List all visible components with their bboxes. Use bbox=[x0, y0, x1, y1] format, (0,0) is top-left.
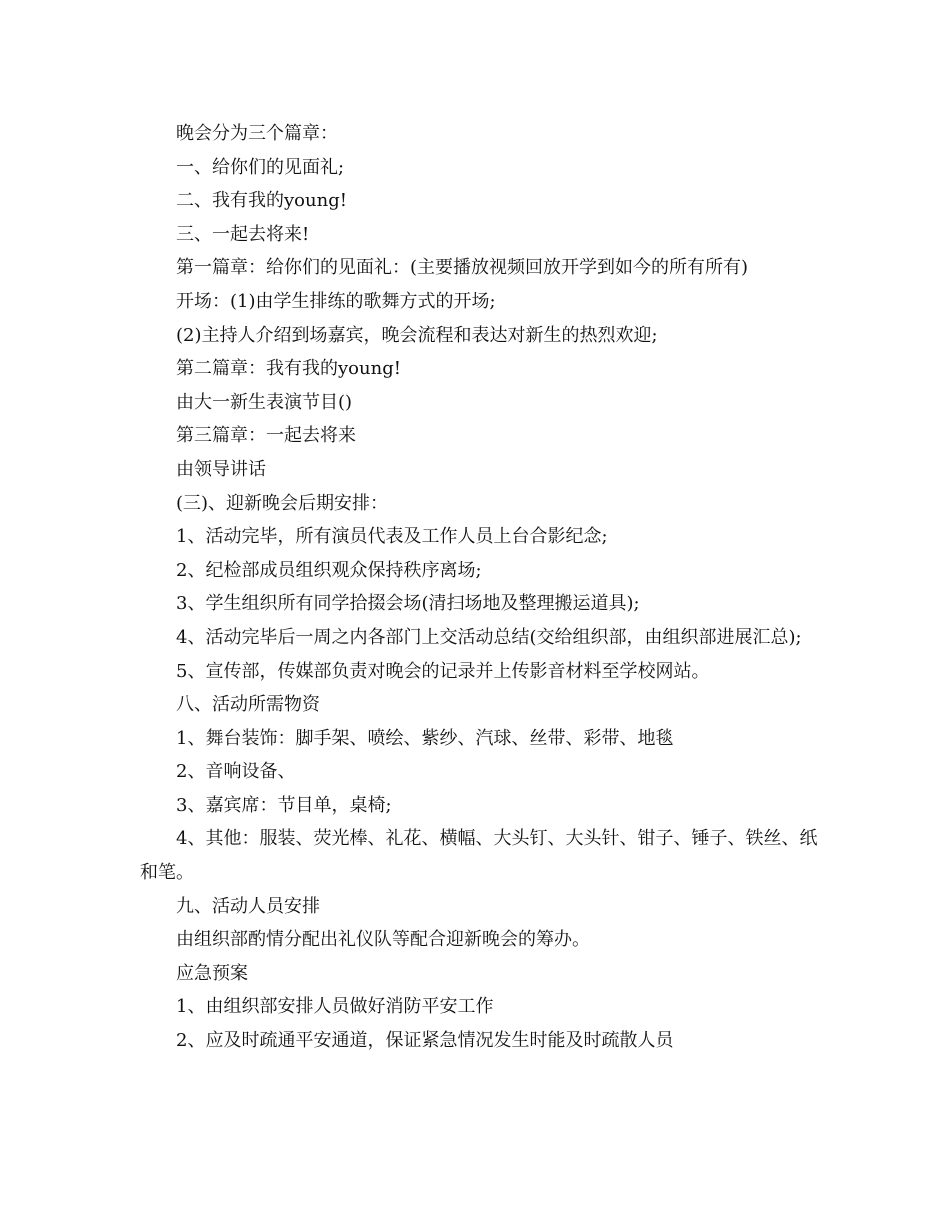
paragraph: 由大一新生表演节目() bbox=[176, 391, 353, 413]
paragraph: (2)主持人介绍到场嘉宾，晚会流程和表达对新生的热烈欢迎; bbox=[176, 324, 658, 346]
paragraph: 二、我有我的young! bbox=[176, 190, 347, 212]
paragraph: 应急预案 bbox=[176, 962, 248, 984]
paragraph: 由领导讲话 bbox=[176, 458, 266, 480]
paragraph: 3、嘉宾席：节目单，桌椅; bbox=[176, 794, 392, 816]
paragraph: (三)、迎新晚会后期安排： bbox=[176, 492, 389, 514]
paragraph: 第三篇章：一起去将来 bbox=[176, 425, 356, 447]
paragraph: 九、活动人员安排 bbox=[176, 895, 320, 917]
paragraph: 1、由组织部安排人员做好消防平安工作 bbox=[176, 996, 494, 1018]
paragraph: 5、宣传部，传媒部负责对晚会的记录并上传影音材料至学校网站。 bbox=[176, 660, 710, 682]
paragraph: 2、音响设备、 bbox=[176, 761, 296, 783]
paragraph: 一、给你们的见面礼; bbox=[176, 156, 345, 178]
paragraph: 2、应及时疏通平安通道，保证紧急情况发生时能及时疏散人员 bbox=[176, 1030, 674, 1052]
paragraph: 三、一起去将来! bbox=[176, 223, 310, 245]
paragraph: 4、活动完毕后一周之内各部门上交活动总结(交给组织部，由组织部进展汇总); bbox=[176, 626, 802, 648]
paragraph: 1、舞台装饰：脚手架、喷绘、紫纱、汽球、丝带、彩带、地毯 bbox=[176, 727, 674, 749]
paragraph: 由组织部酌情分配出礼仪队等配合迎新晚会的筹办。 bbox=[176, 929, 590, 951]
paragraph: 第一篇章：给你们的见面礼：(主要播放视频回放开学到如今的所有所有) bbox=[176, 257, 749, 279]
paragraph: 4、其他：服装、荧光棒、礼花、横幅、大头钉、大头针、钳子、锤子、铁丝、纸和笔。 bbox=[140, 828, 818, 884]
paragraph: 3、学生组织所有同学拾掇会场(清扫场地及整理搬运道具); bbox=[176, 593, 640, 615]
paragraph: 晚会分为三个篇章： bbox=[176, 123, 338, 144]
document-body bbox=[140, 117, 830, 1058]
paragraph: 1、活动完毕，所有演员代表及工作人员上台合影纪念; bbox=[176, 526, 608, 548]
paragraph: 2、纪检部成员组织观众保持秩序离场; bbox=[176, 559, 482, 581]
paragraph: 第二篇章：我有我的young! bbox=[176, 358, 401, 380]
paragraph: 开场：(1)由学生排练的歌舞方式的开场; bbox=[176, 290, 496, 312]
paragraph: 八、活动所需物资 bbox=[176, 694, 320, 716]
